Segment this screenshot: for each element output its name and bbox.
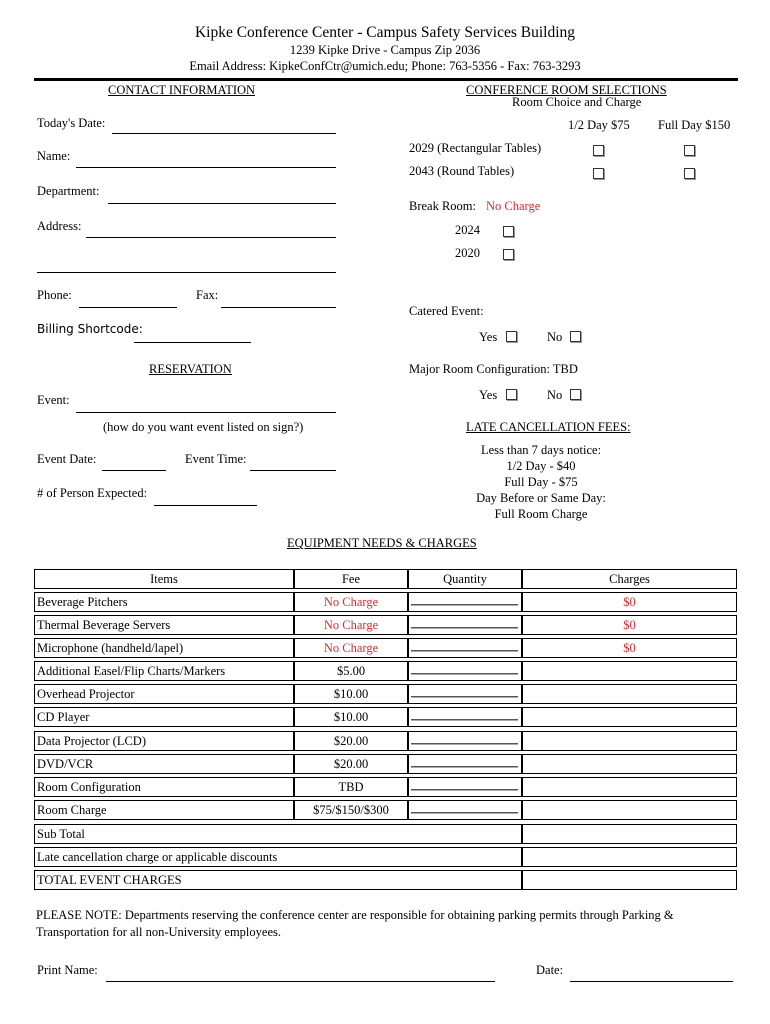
quantity-cell[interactable] — [408, 754, 522, 774]
reservation-heading: RESERVATION — [149, 362, 232, 376]
name-label: Name: — [37, 149, 71, 163]
catered-label: Catered Event: — [409, 304, 484, 318]
late-fee-line-1: Less than 7 days notice: — [480, 443, 602, 457]
table-row — [34, 661, 737, 681]
config-no-label: No — [547, 388, 563, 402]
late-charge-label: Late cancellation charge or applicable discounts — [34, 847, 522, 867]
item-fee: TBD — [294, 777, 408, 797]
parking-note: PLEASE NOTE: Departments reserving the conference center are responsible for obtaining parking permits through Parking & Transportation for all non-University employees. — [36, 908, 674, 939]
event-time-field[interactable] — [250, 470, 336, 471]
event-date-label: Event Date: — [37, 452, 97, 466]
item-fee: $5.00 — [294, 661, 408, 681]
quantity-cell[interactable] — [408, 731, 522, 751]
event-date-field[interactable] — [102, 470, 166, 471]
subtotal-value[interactable] — [522, 824, 737, 844]
room-2029-full-checkbox[interactable] — [684, 145, 695, 156]
item-fee: $20.00 — [294, 754, 408, 774]
name-field[interactable] — [76, 167, 336, 168]
item-charge[interactable] — [522, 777, 737, 797]
late-fees-heading: LATE CANCELLATION FEES: — [466, 420, 631, 434]
item-charge[interactable] — [522, 684, 737, 704]
room-2043-full-checkbox[interactable] — [684, 168, 695, 179]
break-2020-checkbox[interactable] — [503, 249, 514, 260]
item-fee: $10.00 — [294, 707, 408, 727]
table-row — [34, 638, 737, 658]
quantity-field[interactable] — [411, 673, 518, 674]
item-fee: $10.00 — [294, 684, 408, 704]
fax-field[interactable] — [221, 307, 336, 308]
late-charge-value[interactable] — [522, 847, 737, 867]
address-line: 1239 Kipke Drive - Campus Zip 2036 — [289, 43, 481, 57]
item-fee: $75/$150/$300 — [294, 800, 408, 820]
room-2043-half-checkbox[interactable] — [593, 168, 604, 179]
quantity-cell[interactable] — [408, 661, 522, 681]
date-label: Date: — [536, 963, 564, 977]
contact-line: Email Address: KipkeConfCtr@umich.edu; Phone: 763-5356 - Fax: 763-3293 — [189, 59, 581, 73]
total-row — [34, 870, 737, 890]
item-charge[interactable] — [522, 731, 737, 751]
department-label: Department: — [37, 184, 100, 198]
total-label: TOTAL EVENT CHARGES — [34, 870, 522, 890]
address-field-2[interactable] — [37, 272, 336, 273]
table-row — [34, 615, 737, 635]
table-row — [34, 800, 737, 820]
form-title: Kipke Conference Center - Campus Safety Services Building — [194, 24, 576, 41]
table-row — [34, 777, 737, 797]
event-label: Event: — [37, 393, 70, 407]
catered-no-checkbox[interactable] — [570, 331, 581, 342]
rooms-subheading: Room Choice and Charge — [512, 95, 642, 109]
todays-date-field[interactable] — [112, 133, 336, 134]
item-fee: No Charge — [294, 638, 408, 658]
event-field[interactable] — [76, 412, 336, 413]
item-charge[interactable] — [522, 707, 737, 727]
quantity-cell[interactable] — [408, 615, 522, 635]
event-hint: (how do you want event listed on sign?) — [103, 420, 304, 434]
item-name: DVD/VCR — [34, 754, 294, 774]
item-name: Microphone (handheld/lapel) — [34, 638, 294, 658]
room-2043-label: 2043 (Round Tables) — [409, 164, 515, 178]
address-field-1[interactable] — [86, 237, 336, 238]
persons-label: # of Person Expected: — [37, 486, 148, 500]
config-no-checkbox[interactable] — [570, 389, 581, 400]
rooms-heading: CONFERENCE ROOM SELECTIONS — [466, 83, 667, 97]
item-fee: No Charge — [294, 592, 408, 612]
quantity-field[interactable] — [411, 766, 518, 767]
full-day-header: Full Day $150 — [658, 118, 731, 132]
item-charge: $0 — [522, 615, 737, 635]
quantity-cell[interactable] — [408, 638, 522, 658]
catered-yes-label: Yes — [479, 330, 498, 344]
quantity-field[interactable] — [411, 812, 518, 813]
item-name: Overhead Projector — [34, 684, 294, 704]
quantity-field[interactable] — [411, 719, 518, 720]
quantity-cell[interactable] — [408, 707, 522, 727]
billing-field[interactable] — [134, 342, 251, 343]
quantity-field[interactable] — [411, 627, 518, 628]
billing-label: Billing Shortcode: — [37, 322, 143, 336]
phone-label: Phone: — [37, 288, 72, 302]
todays-date-label: Today's Date: — [37, 116, 106, 130]
late-fee-line-3: Full Day - $75 — [504, 475, 578, 489]
print-name-field[interactable] — [106, 981, 495, 982]
fee-column-header: Fee — [294, 569, 408, 589]
table-row — [34, 684, 737, 704]
break-2024-checkbox[interactable] — [503, 226, 514, 237]
break-2024-label: 2024 — [455, 223, 480, 237]
table-row — [34, 731, 737, 751]
item-fee: No Charge — [294, 615, 408, 635]
department-field[interactable] — [108, 203, 336, 204]
table-row — [34, 754, 737, 774]
table-row — [34, 592, 737, 612]
items-column-header: Items — [34, 569, 294, 589]
break-room-charge: No Charge — [486, 199, 541, 213]
item-name: CD Player — [34, 707, 294, 727]
subtotal-label: Sub Total — [34, 824, 522, 844]
contact-heading: CONTACT INFORMATION — [108, 83, 256, 97]
room-2029-half-checkbox[interactable] — [593, 145, 604, 156]
item-name: Data Projector (LCD) — [34, 731, 294, 751]
item-name: Room Configuration — [34, 777, 294, 797]
address-label: Address: — [37, 219, 82, 233]
quantity-column-header: Quantity — [408, 569, 522, 589]
fax-label: Fax: — [196, 288, 219, 302]
print-name-label: Print Name: — [37, 963, 98, 977]
late-charge-row — [34, 847, 737, 867]
quantity-field[interactable] — [411, 696, 518, 697]
persons-field[interactable] — [154, 505, 257, 506]
event-time-label: Event Time: — [185, 452, 247, 466]
table-header-row — [34, 569, 737, 589]
catered-no-label: No — [547, 330, 563, 344]
config-yes-checkbox[interactable] — [506, 389, 517, 400]
item-charge: $0 — [522, 592, 737, 612]
item-charge[interactable] — [522, 754, 737, 774]
phone-field[interactable] — [79, 307, 177, 308]
config-yes-label: Yes — [479, 388, 498, 402]
room-2029-label: 2029 (Rectangular Tables) — [409, 141, 542, 155]
catered-yes-checkbox[interactable] — [506, 331, 517, 342]
late-fee-line-2: 1/2 Day - $40 — [506, 459, 576, 473]
quantity-field[interactable] — [411, 743, 518, 744]
config-label: Major Room Configuration: TBD — [409, 362, 578, 376]
quantity-field[interactable] — [411, 604, 518, 605]
item-name: Beverage Pitchers — [34, 592, 294, 612]
break-2020-label: 2020 — [455, 246, 480, 260]
item-charge[interactable] — [522, 661, 737, 681]
subtotal-row — [34, 824, 737, 844]
half-day-header: 1/2 Day $75 — [568, 118, 630, 132]
quantity-cell[interactable] — [408, 800, 522, 820]
item-name: Room Charge — [34, 800, 294, 820]
item-name: Additional Easel/Flip Charts/Markers — [34, 661, 294, 681]
quantity-cell[interactable] — [408, 684, 522, 704]
item-charge[interactable] — [522, 800, 737, 820]
charges-column-header: Charges — [522, 569, 737, 589]
total-value[interactable] — [522, 870, 737, 890]
quantity-field[interactable] — [411, 789, 518, 790]
quantity-field[interactable] — [411, 650, 518, 651]
late-fee-line-5: Full Room Charge — [494, 507, 588, 521]
break-room-label: Break Room: — [409, 199, 477, 213]
quantity-cell[interactable] — [408, 592, 522, 612]
date-field[interactable] — [570, 981, 733, 982]
item-fee: $20.00 — [294, 731, 408, 751]
late-fee-line-4: Day Before or Same Day: — [476, 491, 606, 505]
equipment-heading: EQUIPMENT NEEDS & CHARGES — [287, 536, 477, 550]
table-row — [34, 707, 737, 727]
header-rule — [34, 78, 738, 81]
quantity-cell[interactable] — [408, 777, 522, 797]
item-name: Thermal Beverage Servers — [34, 615, 294, 635]
item-charge: $0 — [522, 638, 737, 658]
